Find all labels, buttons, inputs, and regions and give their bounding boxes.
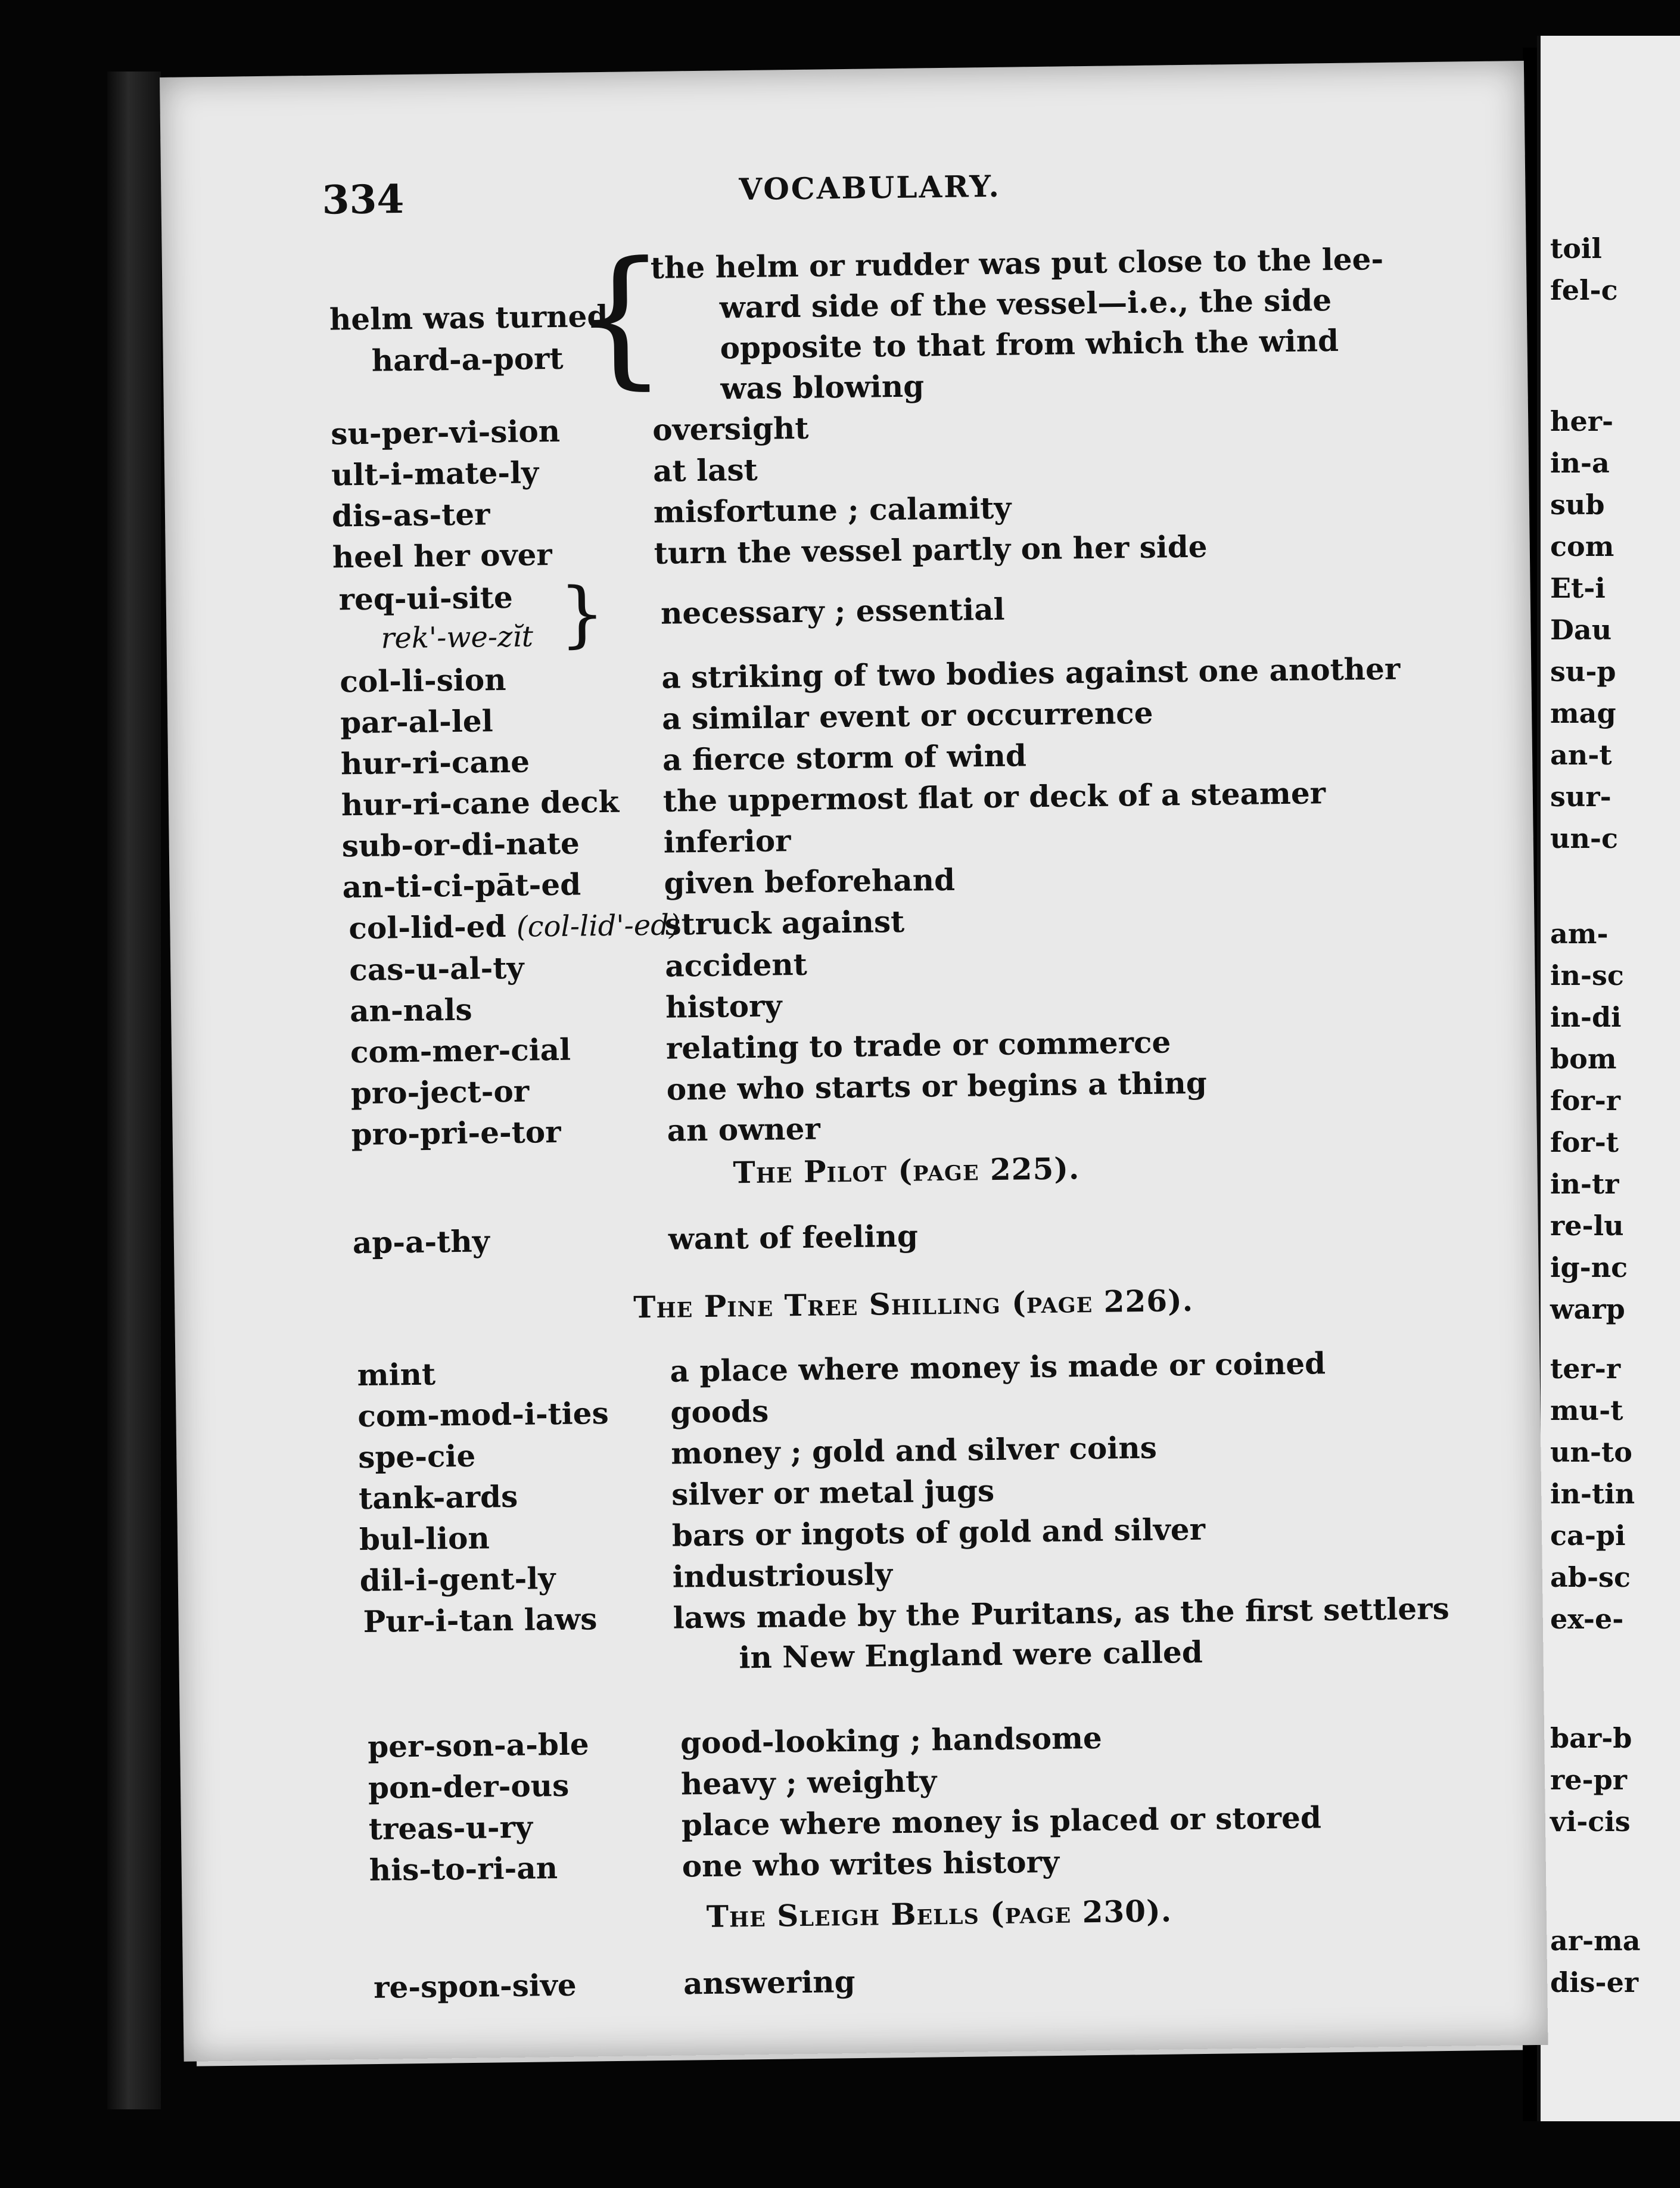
vocab-term: col-li-sion: [340, 661, 506, 700]
def-collided: struck against: [664, 903, 905, 942]
facing-page-word: bar-b: [1550, 1722, 1632, 1754]
facing-page-word: in-sc: [1550, 959, 1624, 992]
facing-page-word: mu-t: [1550, 1394, 1623, 1426]
facing-page-word: ter-r: [1550, 1353, 1621, 1385]
term-puritan-laws: Pur-i-tan laws: [363, 1601, 598, 1640]
vocab-definition: given beforehand: [664, 862, 956, 901]
vocab-definition: history: [665, 988, 782, 1025]
vocab-definition: a fierce storm of wind: [662, 738, 1027, 778]
vocab-term: his-to-ri-an: [369, 1850, 558, 1888]
term-responsive: re-spon-sive: [373, 1967, 577, 2005]
facing-page-word: ex-e-: [1550, 1603, 1624, 1635]
term-requisite-pronunciation: rek'-we-zĭt: [381, 620, 534, 655]
facing-page-text: [1544, 36, 1680, 2121]
vocab-term: sub-or-di-nate: [341, 825, 580, 864]
facing-page-word: fel-c: [1550, 274, 1618, 306]
vocab-definition: goods: [670, 1393, 769, 1430]
vocab-definition: bars or ingots of gold and silver: [671, 1511, 1206, 1553]
running-head: VOCABULARY.: [739, 168, 1001, 207]
vocab-definition: an owner: [667, 1111, 821, 1148]
def-responsive: answering: [683, 1963, 855, 2001]
term-apathy: ap-a-thy: [352, 1223, 490, 1261]
vocab-definition: the uppermost flat or deck of a steamer: [662, 775, 1326, 819]
facing-page-word: dis-er: [1550, 1966, 1639, 1999]
vocab-term: an-nals: [349, 992, 472, 1029]
vocab-term: pro-ject-or: [350, 1073, 530, 1111]
facing-page-word: ab-sc: [1550, 1561, 1631, 1593]
vocab-term: mint: [357, 1356, 436, 1393]
facing-page-word: toil: [1550, 232, 1602, 265]
def-helm-line3: opposite to that from which the wind: [720, 322, 1339, 366]
facing-page-word: Et-i: [1550, 572, 1606, 604]
facing-page-word: su-p: [1550, 655, 1616, 688]
vocab-term: heel her over: [332, 537, 553, 575]
brace-symbol: {: [571, 229, 668, 404]
section-heading-sleigh-bells: The Sleigh Bells (page 230).: [706, 1893, 1172, 1935]
vocab-definition: turn the vessel partly on her side: [654, 529, 1208, 571]
facing-page-word: an-t: [1550, 739, 1612, 771]
def-helm-line2: ward side of the vessel—i.e., the side: [719, 282, 1332, 325]
facing-page-word: ig-nc: [1550, 1251, 1628, 1283]
vocab-definition: at last: [652, 452, 758, 489]
vocab-term: dis-as-ter: [331, 496, 490, 534]
vocab-definition: inferior: [663, 823, 791, 860]
facing-page-word: com: [1550, 530, 1614, 562]
facing-page-word: am-: [1550, 918, 1609, 950]
vocab-definition: good-looking ; handsome: [680, 1720, 1103, 1761]
vocab-term: com-mod-i-ties: [357, 1395, 609, 1434]
vocab-definition: silver or metal jugs: [671, 1473, 995, 1512]
vocab-term: spe-cie: [357, 1438, 476, 1475]
vocab-term: tank-ards: [358, 1478, 518, 1516]
facing-page-word: in-tin: [1550, 1478, 1635, 1510]
vocab-definition: a place where money is made or coined: [670, 1345, 1326, 1389]
facing-page-word: un-to: [1550, 1436, 1632, 1468]
facing-page-word: for-r: [1550, 1084, 1621, 1117]
facing-page-word: re-pr: [1550, 1764, 1627, 1796]
term-requisite: req-ui-site: [338, 579, 514, 617]
facing-page-word: sub: [1550, 489, 1605, 521]
def-requisite: necessary ; essential: [660, 591, 1005, 631]
vocab-definition: accident: [664, 946, 808, 984]
vocab-term: per-son-a-ble: [367, 1726, 589, 1764]
book-spine-edge: [107, 72, 161, 2109]
small-brace-symbol: }: [559, 572, 606, 656]
term-helm-line2: hard-a-port: [371, 340, 564, 378]
vocab-term: par-al-lel: [340, 703, 493, 741]
facing-page-word: for-t: [1550, 1126, 1619, 1158]
term-collided: [349, 906, 680, 946]
vocab-definition: a similar event or occurrence: [661, 695, 1153, 736]
vocab-term: com-mer-cial: [350, 1031, 571, 1070]
vocab-definition: oversight: [652, 410, 809, 447]
facing-page-word: warp: [1550, 1293, 1625, 1325]
vocab-term: treas-u-ry: [368, 1809, 533, 1847]
vocab-definition: one who writes history: [682, 1844, 1060, 1884]
facing-page-word: vi-cis: [1550, 1805, 1631, 1838]
def-puritan-laws-line2: in New England were called: [739, 1634, 1203, 1676]
vocab-definition: one who starts or begins a thing: [666, 1065, 1208, 1107]
vocab-term: bul-lion: [359, 1520, 490, 1558]
facing-page-word: mag: [1550, 697, 1616, 729]
facing-page-word: sur-: [1550, 781, 1611, 813]
facing-page-word: in-di: [1550, 1001, 1622, 1033]
vocab-term: ult-i-mate-ly: [331, 455, 539, 493]
section-heading-pine-tree: The Pine Tree Shilling (page 226).: [633, 1282, 1194, 1325]
term-helm-line1: helm was turned: [329, 298, 608, 337]
vocab-definition: relating to trade or commerce: [665, 1024, 1171, 1066]
vocab-definition: money ; gold and silver coins: [670, 1429, 1158, 1471]
facing-page-word: re-lu: [1550, 1210, 1624, 1242]
vocab-term: hur-ri-cane deck: [341, 784, 620, 823]
def-apathy: want of feeling: [668, 1218, 919, 1257]
term-collided-word: col-lid-ed: [349, 909, 506, 946]
facing-page-word: ar-ma: [1550, 1925, 1641, 1957]
vocab-term: dil-i-gent-ly: [359, 1561, 556, 1599]
vocab-term: hur-ri-cane: [340, 744, 530, 782]
facing-page-word: Dau: [1550, 614, 1612, 646]
page-number: 334: [322, 176, 405, 223]
vocab-definition: place where money is placed or stored: [681, 1799, 1322, 1843]
facing-page-word: in-tr: [1550, 1168, 1619, 1200]
term-collided-pronunciation: (col-lid'-ed): [516, 908, 681, 944]
vocab-definition: a striking of two bodies against one another: [661, 651, 1401, 695]
def-puritan-laws-line1: laws made by the Puritans, as the first settlers: [673, 1590, 1449, 1636]
def-helm-line4: was blowing: [720, 368, 925, 406]
vocab-term: cas-u-al-ty: [349, 950, 524, 988]
facing-page-word: her-: [1550, 405, 1614, 437]
facing-page-word: ca-pi: [1550, 1519, 1626, 1552]
vocab-term: pon-der-ous: [368, 1767, 570, 1805]
facing-page-word: bom: [1550, 1043, 1617, 1075]
vocab-definition: heavy ; weighty: [680, 1763, 937, 1802]
vocab-term: an-ti-ci-pāt-ed: [342, 866, 581, 905]
vocabulary-page: [160, 61, 1548, 2062]
def-helm-line1: the helm or rudder was put close to the lee-: [650, 241, 1384, 285]
vocab-definition: industriously: [672, 1556, 893, 1595]
section-heading-pilot: The Pilot (page 225).: [733, 1151, 1080, 1191]
vocab-term: pro-pri-e-tor: [351, 1114, 561, 1152]
facing-page-word: un-c: [1550, 822, 1618, 854]
vocab-definition: misfortune ; calamity: [653, 490, 1012, 530]
vocab-term: su-per-vi-sion: [330, 413, 561, 452]
facing-page-word: in-a: [1550, 447, 1610, 479]
